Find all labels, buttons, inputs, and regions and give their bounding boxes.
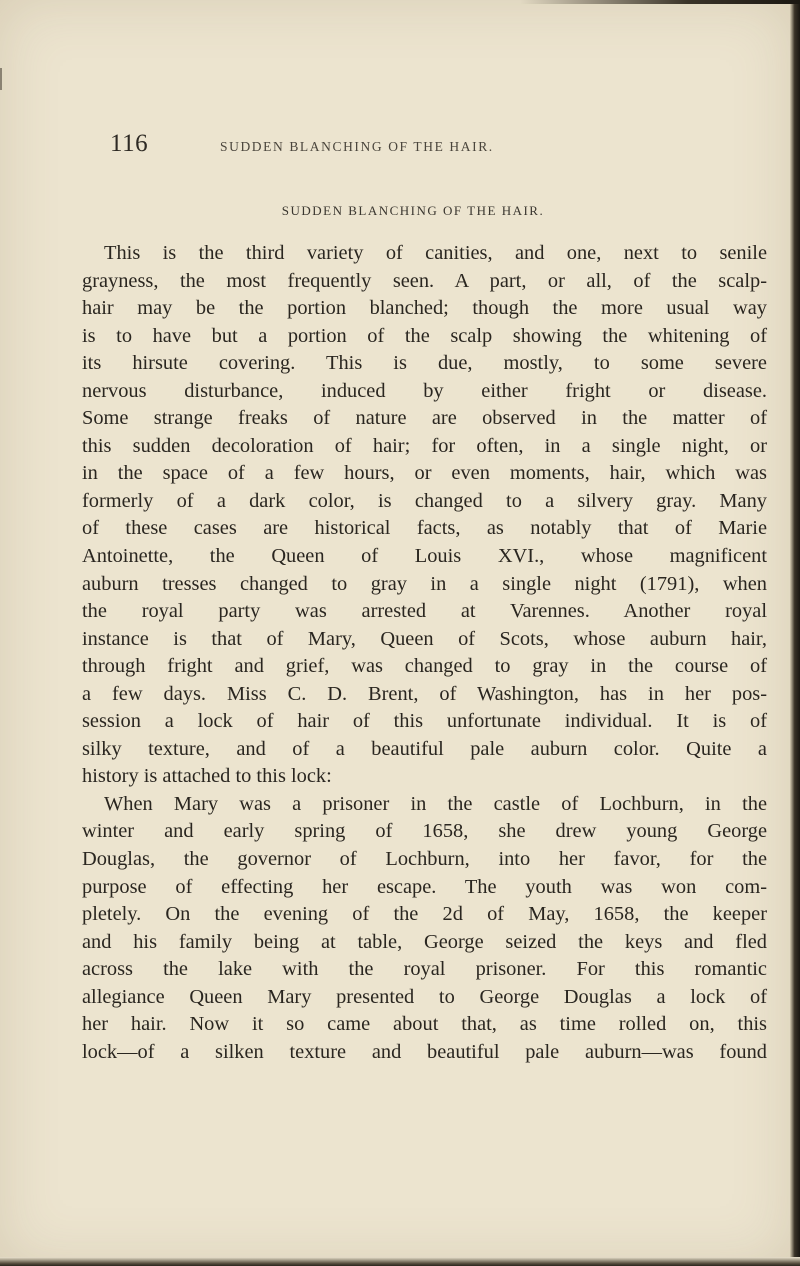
page-edge-bottom bbox=[0, 1257, 800, 1266]
text-line: silky texture, and of a beautiful pale auburn color. Quite a bbox=[82, 737, 767, 760]
running-head bbox=[0, 130, 792, 164]
text-line: When Mary was a prisoner in the castle of Lochburn, in the bbox=[104, 792, 767, 815]
body-text bbox=[82, 240, 767, 1066]
text-line: purpose of effecting her escape. The youth was won com- bbox=[82, 875, 767, 898]
text-line: her hair. Now it so came about that, as time rolled on, this bbox=[82, 1013, 767, 1036]
page-edge-right bbox=[790, 0, 800, 1266]
text-line: across the lake with the royal prisoner. For this romantic bbox=[82, 958, 767, 981]
text-line: history is attached to this lock: bbox=[82, 765, 332, 788]
text-line: pletely. On the evening of the 2d of May, 1658, the keeper bbox=[82, 903, 767, 926]
text-line: instance is that of Mary, Queen of Scots, whose auburn hair, bbox=[82, 627, 767, 650]
text-line: is to have but a portion of the scalp showing the whitening of bbox=[82, 324, 767, 347]
text-line: Some strange freaks of nature are observed in the matter of bbox=[82, 407, 767, 430]
text-line: winter and early spring of 1658, she drew young George bbox=[82, 820, 767, 843]
page-number: 116 bbox=[110, 130, 149, 157]
text-line: in the space of a few hours, or even moments, hair, which was bbox=[82, 462, 767, 485]
text-line: its hirsute covering. This is due, mostly, to some severe bbox=[82, 352, 767, 375]
text-line: lock—of a silken texture and beautiful pale auburn—was found bbox=[82, 1040, 767, 1063]
page-edge-top bbox=[520, 0, 800, 4]
text-line: hair may be the portion blanched; though the more usual way bbox=[82, 297, 767, 320]
article-heading: SUDDEN BLANCHING OF THE HAIR. bbox=[281, 203, 545, 218]
text-line: Douglas, the governor of Lochburn, into her favor, for the bbox=[82, 848, 767, 871]
text-line: the royal party was arrested at Varennes. Another royal bbox=[82, 600, 767, 623]
text-line: auburn tresses changed to gray in a single night (1791), when bbox=[82, 572, 767, 595]
text-line: and his family being at table, George seized the keys and fled bbox=[82, 930, 767, 953]
text-line: grayness, the most frequently seen. A part, or all, of the scalp- bbox=[82, 269, 767, 292]
margin-mark bbox=[0, 68, 2, 90]
text-line: this sudden decoloration of hair; for often, in a single night, or bbox=[82, 434, 767, 457]
text-line: nervous disturbance, induced by either fright or disease. bbox=[82, 379, 767, 402]
running-title: SUDDEN BLANCHING OF THE HAIR. bbox=[220, 139, 494, 154]
text-line: formerly of a dark color, is changed to a silvery gray. Many bbox=[82, 489, 767, 512]
text-line: allegiance Queen Mary presented to George Douglas a lock of bbox=[82, 985, 767, 1008]
text-line: Antoinette, the Queen of Louis XVI., whose magnificent bbox=[82, 545, 767, 568]
text-line: This is the third variety of canities, and one, next to senile bbox=[104, 242, 767, 264]
text-line: through fright and grief, was changed to gray in the course of bbox=[82, 655, 767, 678]
text-line: a few days. Miss C. D. Brent, of Washington, has in her pos- bbox=[82, 682, 767, 705]
text-line: session a lock of hair of this unfortunate individual. It is of bbox=[82, 710, 767, 733]
text-line: of these cases are historical facts, as notably that of Marie bbox=[82, 517, 767, 540]
